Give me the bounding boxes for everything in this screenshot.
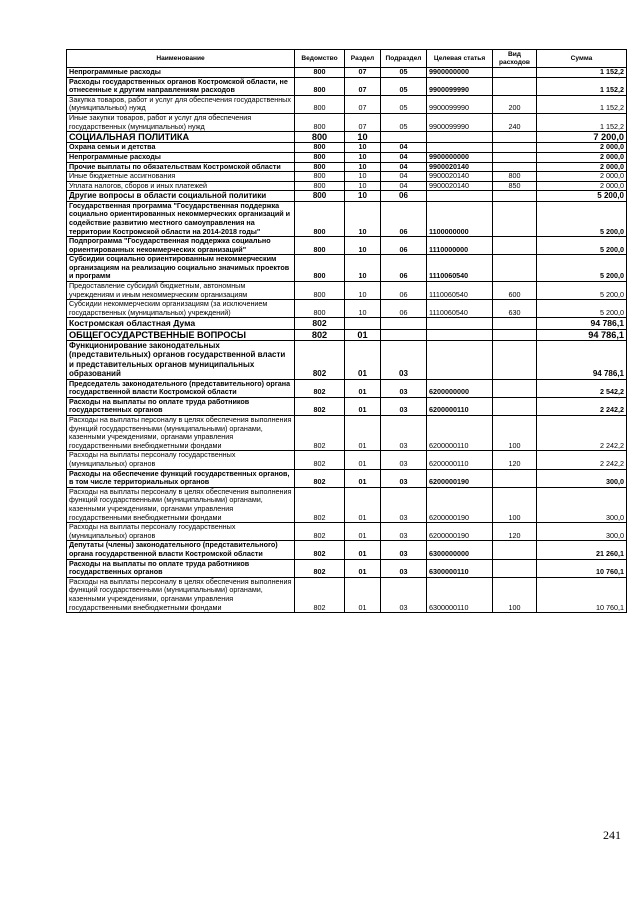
cell-celevaya-statya: 1110060540 [427,282,493,300]
cell-vedomstvo: 800 [295,282,345,300]
table-row [67,541,627,559]
cell-celevaya-statya: 6300000000 [427,541,493,559]
cell-vedomstvo: 800 [295,143,345,153]
cell-summa: 2 242,2 [537,397,627,415]
cell-summa: 7 200,0 [537,132,627,143]
cell-summa: 94 786,1 [537,341,627,380]
cell-summa: 5 200,0 [537,191,627,201]
table-row [67,191,627,201]
cell-name: Расходы на выплаты персоналу государственных (муниципальных) органов [67,523,295,541]
cell-celevaya-statya: 6200000000 [427,379,493,397]
cell-vid-rashodov: 100 [493,487,537,522]
cell-razdel: 01 [345,541,381,559]
cell-name: Расходы на выплаты по оплате труда работников государственных органов [67,559,295,577]
cell-summa: 2 000,0 [537,162,627,172]
cell-razdel: 01 [345,577,381,612]
cell-vedomstvo: 800 [295,181,345,191]
cell-vedomstvo: 800 [295,113,345,131]
cell-summa: 1 152,2 [537,95,627,113]
table-row [67,68,627,78]
cell-vid-rashodov [493,237,537,255]
cell-celevaya-statya: 9900099990 [427,113,493,131]
cell-summa: 94 786,1 [537,329,627,340]
cell-podrazdel: 04 [381,162,427,172]
cell-celevaya-statya: 6200000190 [427,487,493,522]
table-row [67,416,627,451]
cell-podrazdel: 05 [381,95,427,113]
cell-razdel: 10 [345,201,381,236]
cell-podrazdel: 05 [381,113,427,131]
table-row [67,113,627,131]
cell-podrazdel: 06 [381,237,427,255]
header-podrazdel: Подраздел [381,50,427,68]
cell-name: Подпрограмма "Государственная поддержка социально ориентированных некоммерческих организаций" [67,237,295,255]
table-row [67,379,627,397]
cell-vedomstvo: 802 [295,416,345,451]
cell-name: Закупка товаров, работ и услуг для обеспечения государственных (муниципальных) нужд [67,95,295,113]
cell-name: Расходы на выплаты персоналу в целях обеспечения выполнения функций государственными (муниципальными) органами, казенными учреждениями, органами управления государственными внебюджетными фондами [67,416,295,451]
cell-razdel: 10 [345,282,381,300]
table-row [67,143,627,153]
cell-celevaya-statya [427,318,493,329]
cell-name: Расходы на выплаты по оплате труда работников государственных органов [67,397,295,415]
cell-celevaya-statya: 1110060540 [427,300,493,318]
cell-name: Субсидии некоммерческим организациям (за исключением государственных (муниципальных) учреждений) [67,300,295,318]
header-summa: Сумма [537,50,627,68]
cell-summa: 2 000,0 [537,152,627,162]
cell-podrazdel: 05 [381,77,427,95]
cell-vid-rashodov [493,329,537,340]
cell-podrazdel: 06 [381,191,427,201]
cell-name: Уплата налогов, сборов и иных платежей [67,181,295,191]
cell-podrazdel: 03 [381,451,427,469]
cell-vedomstvo: 802 [295,341,345,380]
cell-vedomstvo: 802 [295,523,345,541]
header-name: Наименование [67,50,295,68]
cell-vedomstvo: 802 [295,541,345,559]
cell-razdel: 01 [345,469,381,487]
cell-celevaya-statya: 9900000000 [427,68,493,78]
cell-podrazdel: 03 [381,487,427,522]
cell-summa: 5 200,0 [537,201,627,236]
cell-summa: 5 200,0 [537,255,627,282]
cell-vid-rashodov [493,191,537,201]
cell-celevaya-statya: 1110000000 [427,237,493,255]
cell-podrazdel: 03 [381,416,427,451]
table-body [67,68,627,613]
cell-podrazdel: 03 [381,379,427,397]
cell-vid-rashodov [493,201,537,236]
cell-summa: 2 000,0 [537,181,627,191]
cell-razdel: 01 [345,487,381,522]
cell-celevaya-statya: 1110060540 [427,255,493,282]
cell-name: Функционирование законодательных (представительных) органов государственной власти и представительных органов муниципальных образований [67,341,295,380]
cell-name: Субсидии социально ориентированным некоммерческим организациям на реализацию социально значимых проектов и программ [67,255,295,282]
cell-name: Предоставление субсидий бюджетным, автономным учреждениям и иным некоммерческим организациям [67,282,295,300]
table-row [67,487,627,522]
cell-vid-rashodov: 100 [493,577,537,612]
cell-name: Костромская областная Дума [67,318,295,329]
cell-name: Расходы государственных органов Костромской области, не отнесенные к другим направлениям расходов [67,77,295,95]
cell-name: Председатель законодательного (представительного) органа государственной власти Костромской области [67,379,295,397]
cell-name: Расходы на обеспечение функций государственных органов, в том числе территориальных органов [67,469,295,487]
cell-celevaya-statya: 9900020140 [427,181,493,191]
cell-podrazdel [381,318,427,329]
header-vid-rashodov: Вид расходов [493,50,537,68]
cell-summa: 5 200,0 [537,300,627,318]
cell-razdel [345,318,381,329]
cell-vedomstvo: 800 [295,152,345,162]
cell-vedomstvo: 800 [295,68,345,78]
cell-celevaya-statya: 6200000190 [427,469,493,487]
cell-podrazdel [381,132,427,143]
cell-razdel: 01 [345,379,381,397]
cell-vid-rashodov: 100 [493,416,537,451]
cell-celevaya-statya: 6200000190 [427,523,493,541]
cell-vid-rashodov: 600 [493,282,537,300]
cell-razdel: 01 [345,523,381,541]
cell-vid-rashodov: 800 [493,172,537,182]
cell-razdel: 10 [345,132,381,143]
cell-razdel: 10 [345,181,381,191]
cell-razdel: 10 [345,143,381,153]
cell-name: Иные закупки товаров, работ и услуг для обеспечения государственных (муниципальных) нужд [67,113,295,131]
cell-vid-rashodov [493,318,537,329]
cell-vid-rashodov [493,541,537,559]
table-row [67,559,627,577]
cell-name: Депутаты (члены) законодательного (представительного) органа государственной власти Костромской области [67,541,295,559]
cell-razdel: 01 [345,329,381,340]
cell-celevaya-statya: 9900020140 [427,162,493,172]
cell-summa: 2 000,0 [537,143,627,153]
cell-celevaya-statya: 9900099990 [427,95,493,113]
cell-vid-rashodov [493,162,537,172]
page-number: 241 [603,828,621,842]
cell-vid-rashodov [493,255,537,282]
cell-celevaya-statya: 9900020140 [427,172,493,182]
table-row [67,300,627,318]
cell-vedomstvo: 800 [295,132,345,143]
cell-razdel: 01 [345,341,381,380]
cell-podrazdel: 03 [381,541,427,559]
table-row [67,77,627,95]
cell-celevaya-statya: 6200000110 [427,416,493,451]
cell-vedomstvo: 800 [295,162,345,172]
header-razdel: Раздел [345,50,381,68]
cell-vedomstvo: 800 [295,255,345,282]
cell-vid-rashodov: 240 [493,113,537,131]
cell-podrazdel: 06 [381,201,427,236]
cell-name: Охрана семьи и детства [67,143,295,153]
table-row [67,152,627,162]
cell-vedomstvo: 802 [295,559,345,577]
header-vedomstvo: Ведомство [295,50,345,68]
table-row [67,341,627,380]
cell-podrazdel: 06 [381,282,427,300]
cell-razdel: 07 [345,68,381,78]
cell-vedomstvo: 802 [295,451,345,469]
table-row [67,282,627,300]
table-row [67,95,627,113]
table-row [67,469,627,487]
cell-razdel: 10 [345,191,381,201]
table-header-row [67,50,627,68]
table-row [67,255,627,282]
cell-vid-rashodov [493,469,537,487]
cell-vid-rashodov: 630 [493,300,537,318]
cell-razdel: 01 [345,397,381,415]
cell-vedomstvo: 800 [295,237,345,255]
cell-name: Непрограммные расходы [67,68,295,78]
cell-vedomstvo: 800 [295,77,345,95]
cell-razdel: 10 [345,255,381,282]
cell-vid-rashodov [493,143,537,153]
cell-vid-rashodov [493,341,537,380]
cell-celevaya-statya: 9900000000 [427,152,493,162]
cell-name: Расходы на выплаты персоналу государственных (муниципальных) органов [67,451,295,469]
cell-podrazdel: 03 [381,469,427,487]
cell-summa: 5 200,0 [537,282,627,300]
cell-podrazdel: 06 [381,255,427,282]
budget-table [66,49,627,613]
cell-vedomstvo: 802 [295,397,345,415]
cell-vid-rashodov [493,152,537,162]
cell-vedomstvo: 800 [295,201,345,236]
cell-vedomstvo: 800 [295,191,345,201]
cell-celevaya-statya: 9900099990 [427,77,493,95]
cell-podrazdel: 04 [381,181,427,191]
cell-razdel: 10 [345,237,381,255]
cell-vid-rashodov [493,68,537,78]
cell-celevaya-statya [427,341,493,380]
cell-podrazdel: 05 [381,68,427,78]
cell-vid-rashodov [493,559,537,577]
cell-vid-rashodov [493,77,537,95]
cell-razdel: 01 [345,416,381,451]
cell-vid-rashodov: 200 [493,95,537,113]
cell-summa: 1 152,2 [537,77,627,95]
cell-name: Прочие выплаты по обязательствам Костромской области [67,162,295,172]
table-row [67,237,627,255]
cell-razdel: 10 [345,172,381,182]
cell-vid-rashodov: 120 [493,523,537,541]
cell-name: Государственная программа "Государственная поддержка социально ориентированных некоммерческих организаций и содействие развитию местного самоуправления на территории Костромской области на 2014-2018 годы" [67,201,295,236]
cell-summa: 94 786,1 [537,318,627,329]
cell-summa: 5 200,0 [537,237,627,255]
cell-name: Непрограммные расходы [67,152,295,162]
cell-name: ОБЩЕГОСУДАРСТВЕННЫЕ ВОПРОСЫ [67,329,295,340]
cell-vedomstvo: 802 [295,318,345,329]
cell-vedomstvo: 802 [295,469,345,487]
cell-summa: 10 760,1 [537,577,627,612]
cell-vid-rashodov: 850 [493,181,537,191]
cell-summa: 300,0 [537,523,627,541]
cell-razdel: 01 [345,559,381,577]
cell-vid-rashodov [493,379,537,397]
cell-podrazdel: 04 [381,143,427,153]
cell-summa: 300,0 [537,487,627,522]
cell-podrazdel: 06 [381,300,427,318]
cell-celevaya-statya [427,329,493,340]
cell-podrazdel: 03 [381,523,427,541]
table-row [67,181,627,191]
cell-razdel: 07 [345,95,381,113]
table-row [67,318,627,329]
table-row [67,451,627,469]
header-celevaya-statya: Целевая статья [427,50,493,68]
cell-name: Расходы на выплаты персоналу в целях обеспечения выполнения функций государственными (муниципальными) органами, казенными учреждениями, органами управления государственными внебюджетными фондами [67,487,295,522]
cell-razdel: 07 [345,77,381,95]
cell-summa: 2 242,2 [537,451,627,469]
cell-podrazdel: 03 [381,397,427,415]
cell-name: Другие вопросы в области социальной политики [67,191,295,201]
table-row [67,397,627,415]
table-row [67,162,627,172]
cell-summa: 2 000,0 [537,172,627,182]
cell-summa: 2 242,2 [537,416,627,451]
cell-razdel: 01 [345,451,381,469]
cell-celevaya-statya: 6300000110 [427,577,493,612]
cell-razdel: 07 [345,113,381,131]
cell-celevaya-statya [427,132,493,143]
table-row [67,201,627,236]
cell-podrazdel [381,329,427,340]
cell-podrazdel: 03 [381,341,427,380]
cell-summa: 1 152,2 [537,113,627,131]
cell-summa: 1 152,2 [537,68,627,78]
cell-celevaya-statya: 1100000000 [427,201,493,236]
cell-vedomstvo: 802 [295,487,345,522]
cell-vid-rashodov: 120 [493,451,537,469]
cell-name: Иные бюджетные ассигнования [67,172,295,182]
cell-vedomstvo: 800 [295,300,345,318]
cell-vid-rashodov [493,397,537,415]
table-row [67,132,627,143]
table-row [67,577,627,612]
cell-celevaya-statya [427,143,493,153]
cell-vedomstvo: 800 [295,95,345,113]
cell-podrazdel: 03 [381,577,427,612]
cell-summa: 10 760,1 [537,559,627,577]
cell-razdel: 10 [345,152,381,162]
cell-name: Расходы на выплаты персоналу в целях обеспечения выполнения функций государственными (муниципальными) органами, казенными учреждениями, органами управления государственными внебюджетными фондами [67,577,295,612]
cell-podrazdel: 03 [381,559,427,577]
cell-celevaya-statya: 6200000110 [427,397,493,415]
cell-vedomstvo: 800 [295,172,345,182]
cell-vid-rashodov [493,132,537,143]
cell-podrazdel: 04 [381,172,427,182]
cell-celevaya-statya: 6300000110 [427,559,493,577]
cell-name: СОЦИАЛЬНАЯ ПОЛИТИКА [67,132,295,143]
cell-summa: 2 542,2 [537,379,627,397]
table-row [67,523,627,541]
cell-summa: 21 260,1 [537,541,627,559]
cell-vedomstvo: 802 [295,379,345,397]
cell-celevaya-statya [427,191,493,201]
table-row [67,329,627,340]
cell-razdel: 10 [345,300,381,318]
cell-podrazdel: 04 [381,152,427,162]
table-row [67,172,627,182]
cell-razdel: 10 [345,162,381,172]
cell-summa: 300,0 [537,469,627,487]
cell-vedomstvo: 802 [295,329,345,340]
cell-celevaya-statya: 6200000110 [427,451,493,469]
cell-vedomstvo: 802 [295,577,345,612]
